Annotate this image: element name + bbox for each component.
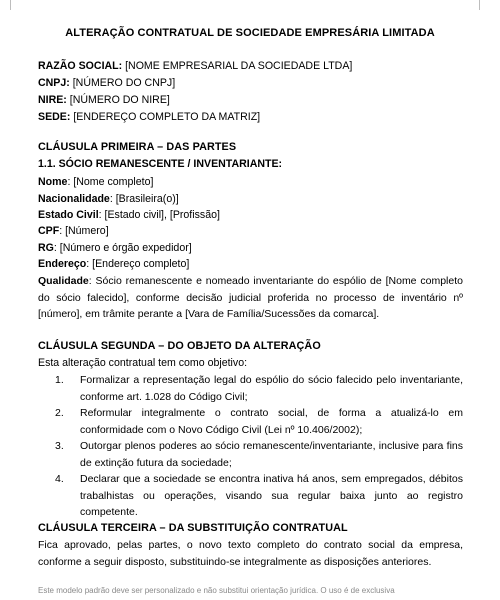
cnpj-value: [NÚMERO DO CNPJ] [69,77,176,89]
list-item-text: Reformular integralmente o contrato social, de forma a atualizá-lo em conformidade com o Novo Código Civil (Lei nº 10.406/2002); [80,407,463,436]
nire-label: NIRE: [38,94,67,106]
field-value: : [Número] [59,225,109,237]
field-label: Endereço [38,258,87,270]
field-label: Nome [38,176,68,188]
page-border-left [10,0,11,10]
clause1-subheading: 1.1. SÓCIO REMANESCENTE / INVENTARIANTE: [38,158,283,170]
qualidade-text: : Sócio remanescente e nomeado inventariante do espólio de [Nome completo do sócio falecido], conforme decisão judicial proferida no processo de inventário nº [número], em trâmite perante a [Vara de Família/Sucessões da comarca]. [38,275,463,320]
razao-social-line [38,60,352,73]
clause2-heading: CLÁUSULA SEGUNDA – DO OBJETO DA ALTERAÇÃO [38,340,321,352]
qualidade-paragraph [38,273,463,323]
list-item-number: 2. [55,407,64,419]
field-value: : [Número e órgão expedidor] [53,242,192,254]
list-item-text: Declarar que a sociedade se encontra inativa há anos, sem empregados, débitos trabalhistas ou operações, visando sua regular baixa junto ao registro competente. [80,473,463,518]
list-item [55,405,463,438]
list-item [55,438,463,471]
field-value: : [Estado civil], [Profissão] [98,209,220,221]
field-label: RG [38,242,54,254]
field-label: Estado Civil [38,209,99,221]
field-cpf [38,225,109,238]
clause3-heading: CLÁUSULA TERCEIRA – DA SUBSTITUIÇÃO CONTRATUAL [38,522,348,534]
field-label: CPF [38,225,60,237]
field-value: : [Brasileira(o)] [109,193,179,205]
list-item-number: 1. [55,374,64,386]
field-label: Nacionalidade [38,193,110,205]
field-rg [38,242,192,255]
razao-social-label: RAZÃO SOCIAL: [38,60,123,72]
sede-line [38,111,260,124]
page-border-right [479,0,480,10]
list-item-text: Formalizar a representação legal do espólio do sócio falecido pelo inventariante, conforme art. 1.028 do Código Civil; [80,374,463,403]
field-endereco [38,258,189,271]
list-item-text: Outorgar plenos poderes ao sócio remanescente/inventariante, inclusive para fins de extinção futura da sociedade; [80,440,463,469]
field-estado-civil [38,209,220,222]
clause3-paragraph: Fica aprovado, pelas partes, o novo texto completo do contrato social da empresa, conforme a seguir disposto, substituindo-se integralmente as disposições anteriores. [38,539,463,568]
field-nacionalidade [38,193,179,206]
field-nome [38,176,153,189]
sede-value: [ENDEREÇO COMPLETO DA MATRIZ] [70,111,261,123]
list-item [55,372,463,405]
nire-line [38,94,170,107]
document-title: ALTERAÇÃO CONTRATUAL DE SOCIEDADE EMPRESÁRIA LIMITADA [65,27,435,39]
qualidade-label: Qualidade [38,275,89,287]
list-item-number: 3. [55,440,64,452]
clause1-heading: CLÁUSULA PRIMEIRA – DAS PARTES [38,141,237,153]
razao-social-value: [NOME EMPRESARIAL DA SOCIEDADE LTDA] [122,60,353,72]
cnpj-line [38,77,175,90]
list-item [55,471,463,518]
disclaimer-footnote: Este modelo padrão deve ser personalizado e não substitui orientação jurídica. O uso é de exclusiva [38,586,395,595]
field-value: : [Nome completo] [67,176,154,188]
sede-label: SEDE: [38,111,71,123]
cnpj-label: CNPJ: [38,77,70,89]
nire-value: [NÚMERO DO NIRE] [66,94,170,106]
clause2-intro: Esta alteração contratual tem como objetivo: [38,357,248,369]
list-item-number: 4. [55,473,64,485]
field-value: : [Endereço completo] [86,258,190,270]
